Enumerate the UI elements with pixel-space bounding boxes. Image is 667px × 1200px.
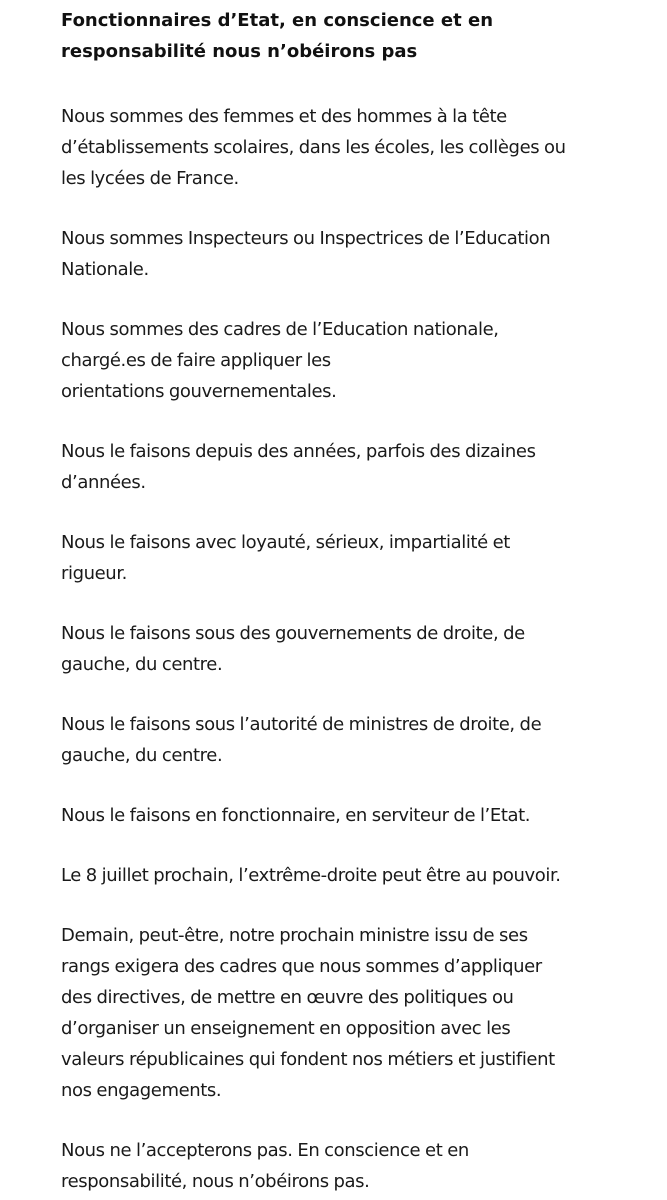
text-line: gauche, du centre. xyxy=(61,745,223,766)
text-line: rigueur. xyxy=(61,563,127,584)
paragraph-ministres xyxy=(61,709,661,771)
text-line: Nous sommes Inspecteurs ou Inspectrices de l’Education xyxy=(61,228,551,249)
paragraph-demain xyxy=(61,920,661,1106)
text-line: responsabilité, nous n’obéirons pas. xyxy=(61,1171,370,1192)
text-line: d’établissements scolaires, dans les écoles, les collèges ou xyxy=(61,137,566,158)
text-line: des directives, de mettre en œuvre des politiques ou xyxy=(61,987,514,1008)
paragraph-gouvernements xyxy=(61,618,661,680)
text-line: gauche, du centre. xyxy=(61,654,223,675)
paragraph-8-juillet xyxy=(61,860,661,891)
paragraph-loyaute xyxy=(61,527,661,589)
text-line: orientations gouvernementales. xyxy=(61,381,337,402)
text-line: Nous le faisons sous l’autorité de ministres de droite, de xyxy=(61,714,542,735)
text-line: Nous sommes des cadres de l’Education nationale, xyxy=(61,319,499,340)
paragraph-conclusion xyxy=(61,1135,661,1197)
text-line: nos engagements. xyxy=(61,1080,222,1101)
text-line: Nous le faisons avec loyauté, sérieux, impartialité et xyxy=(61,532,510,553)
title-line: Fonctionnaires d’Etat, en conscience et en xyxy=(61,10,494,31)
text-line: Le 8 juillet prochain, l’extrême-droite peut être au pouvoir. xyxy=(61,865,561,886)
text-line: d’organiser un enseignement en opposition avec les xyxy=(61,1018,511,1039)
text-line: Nous sommes des femmes et des hommes à la tête xyxy=(61,106,507,127)
text-line: d’années. xyxy=(61,472,146,493)
document-title xyxy=(61,0,661,67)
text-line: Nous le faisons en fonctionnaire, en serviteur de l’Etat. xyxy=(61,805,531,826)
text-line: chargé.es de faire appliquer les xyxy=(61,350,331,371)
document-body xyxy=(61,0,661,1197)
text-line: Nous le faisons depuis des années, parfois des dizaines xyxy=(61,441,536,462)
text-line: Nous le faisons sous des gouvernements de droite, de xyxy=(61,623,525,644)
paragraph-depuis-des-annees xyxy=(61,436,661,498)
text-line: Nationale. xyxy=(61,259,149,280)
paragraph-chefs-etablissement xyxy=(61,101,661,194)
text-line: rangs exigera des cadres que nous sommes d’appliquer xyxy=(61,956,542,977)
text-line: les lycées de France. xyxy=(61,168,239,189)
text-line: Nous ne l’accepterons pas. En conscience et en xyxy=(61,1140,469,1161)
title-line: responsabilité nous n’obéirons pas xyxy=(61,41,418,62)
paragraph-cadres xyxy=(61,314,661,407)
text-line: Demain, peut-être, notre prochain ministre issu de ses xyxy=(61,925,528,946)
text-line: valeurs républicaines qui fondent nos métiers et justifient xyxy=(61,1049,555,1070)
paragraph-inspecteurs xyxy=(61,223,661,285)
paragraph-fonctionnaire xyxy=(61,800,661,831)
